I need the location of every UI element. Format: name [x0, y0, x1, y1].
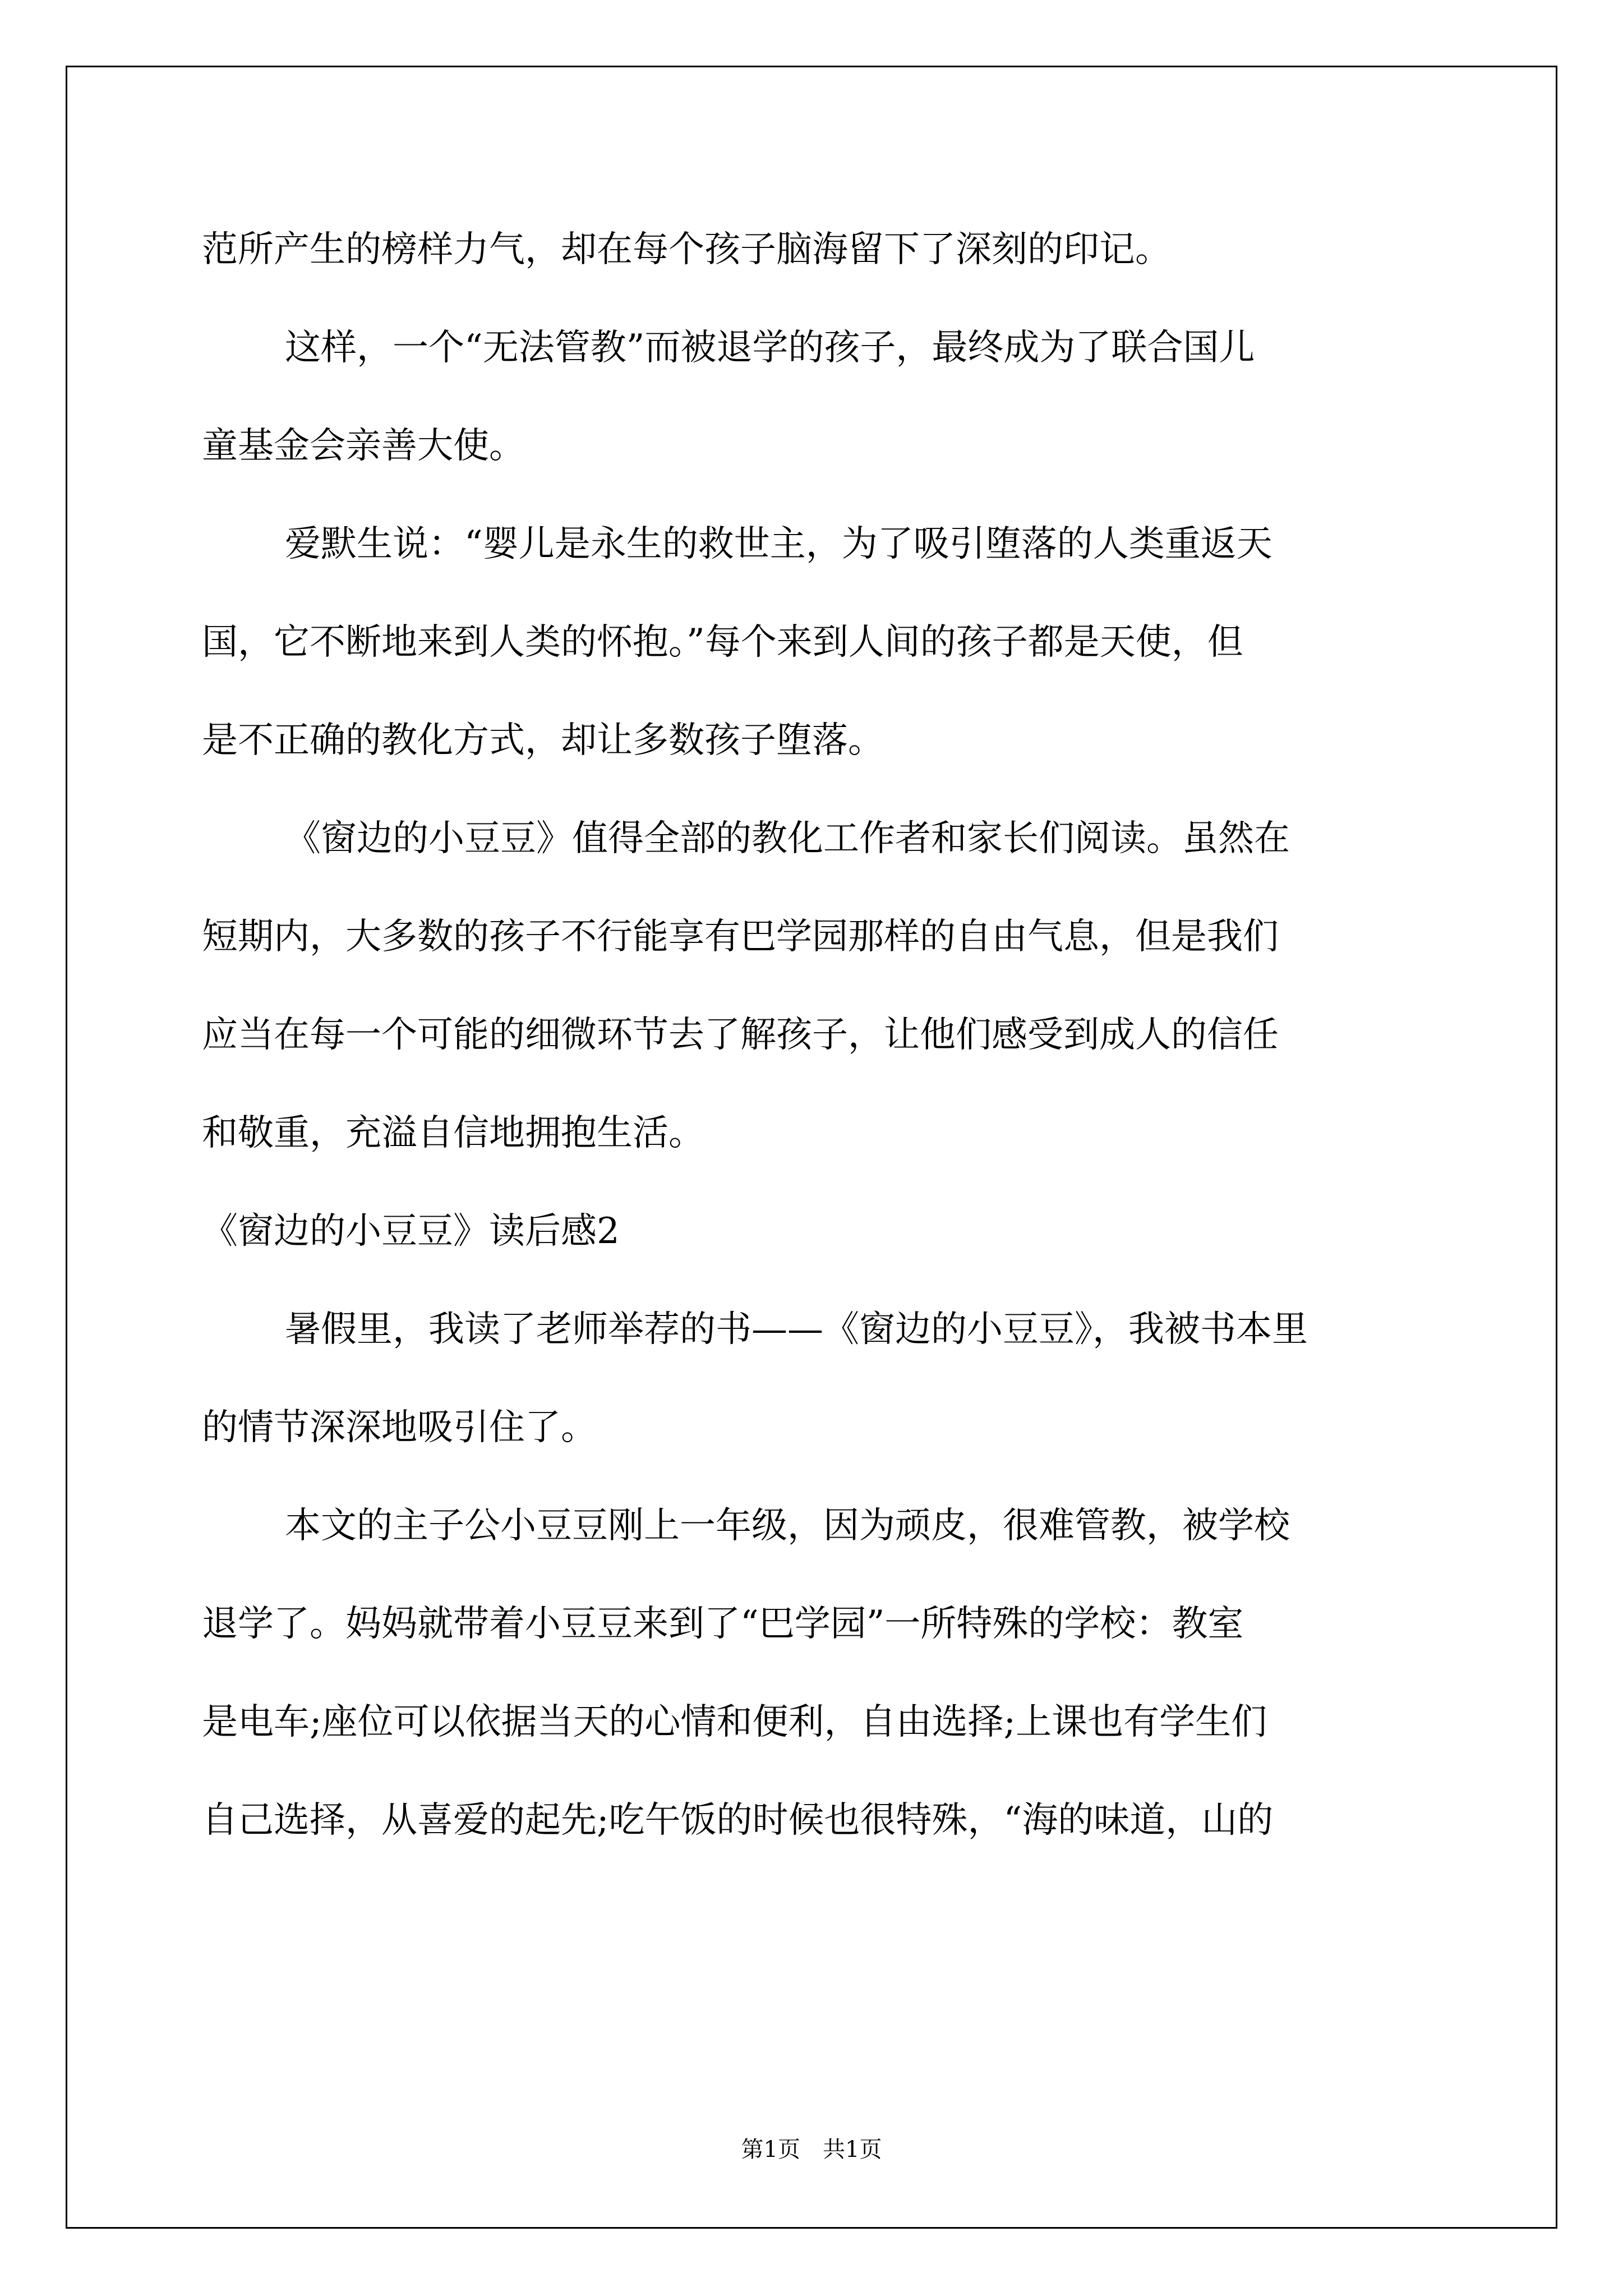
text-line: 这样，一个“无法管教”而被退学的孩子，最终成为了联合国儿	[285, 327, 1255, 369]
text-line: 暑假里，我读了老师举荐的书——《窗边的小豆豆》，我被书本里	[285, 1309, 1308, 1350]
text-line: 《窗边的小豆豆》值得全部的教化工作者和家长们阅读。虽然在	[285, 818, 1290, 859]
text-line: 是电车;座位可以依据当天的心情和便利，自由选择;上课也有学生们	[202, 1701, 1267, 1743]
section-heading: 《窗边的小豆豆》读后感2	[202, 1211, 620, 1252]
text-line: 国，它不断地来到人类的怀抱。”每个来到人间的孩子都是天使，但	[202, 622, 1243, 663]
text-line: 范所产生的榜样力气，却在每个孩子脑海留下了深刻的印记。	[202, 229, 1171, 270]
page-number: 第1页 共1页	[741, 2137, 882, 2162]
text-line: 爱默生说：“婴儿是永生的救世主，为了吸引堕落的人类重返天	[285, 523, 1272, 565]
text-line: 短期内，大多数的孩子不行能享有巴学园那样的自由气息，但是我们	[202, 916, 1279, 958]
text-line: 的情节深深地吸引住了。	[202, 1407, 597, 1448]
text-line: 自己选择，从喜爱的起先;吃午饭的时候也很特殊，“海的味道，山的	[202, 1800, 1274, 1841]
text-line: 是不正确的教化方式，却让多数孩子堕落。	[202, 720, 884, 761]
text-line: 和敬重，充溢自信地拥抱生活。	[202, 1112, 704, 1154]
text-line: 应当在每一个可能的细微环节去了解孩子，让他们感受到成人的信任	[202, 1014, 1279, 1056]
document-body	[202, 201, 1424, 1870]
text-line: 童基金会亲善大使。	[202, 425, 525, 467]
text-line: 本文的主子公小豆豆刚上一年级，因为顽皮，很难管教，被学校	[285, 1505, 1290, 1547]
text-line: 退学了。妈妈就带着小豆豆来到了“巴学园”一所特殊的学校：教室	[202, 1603, 1244, 1645]
